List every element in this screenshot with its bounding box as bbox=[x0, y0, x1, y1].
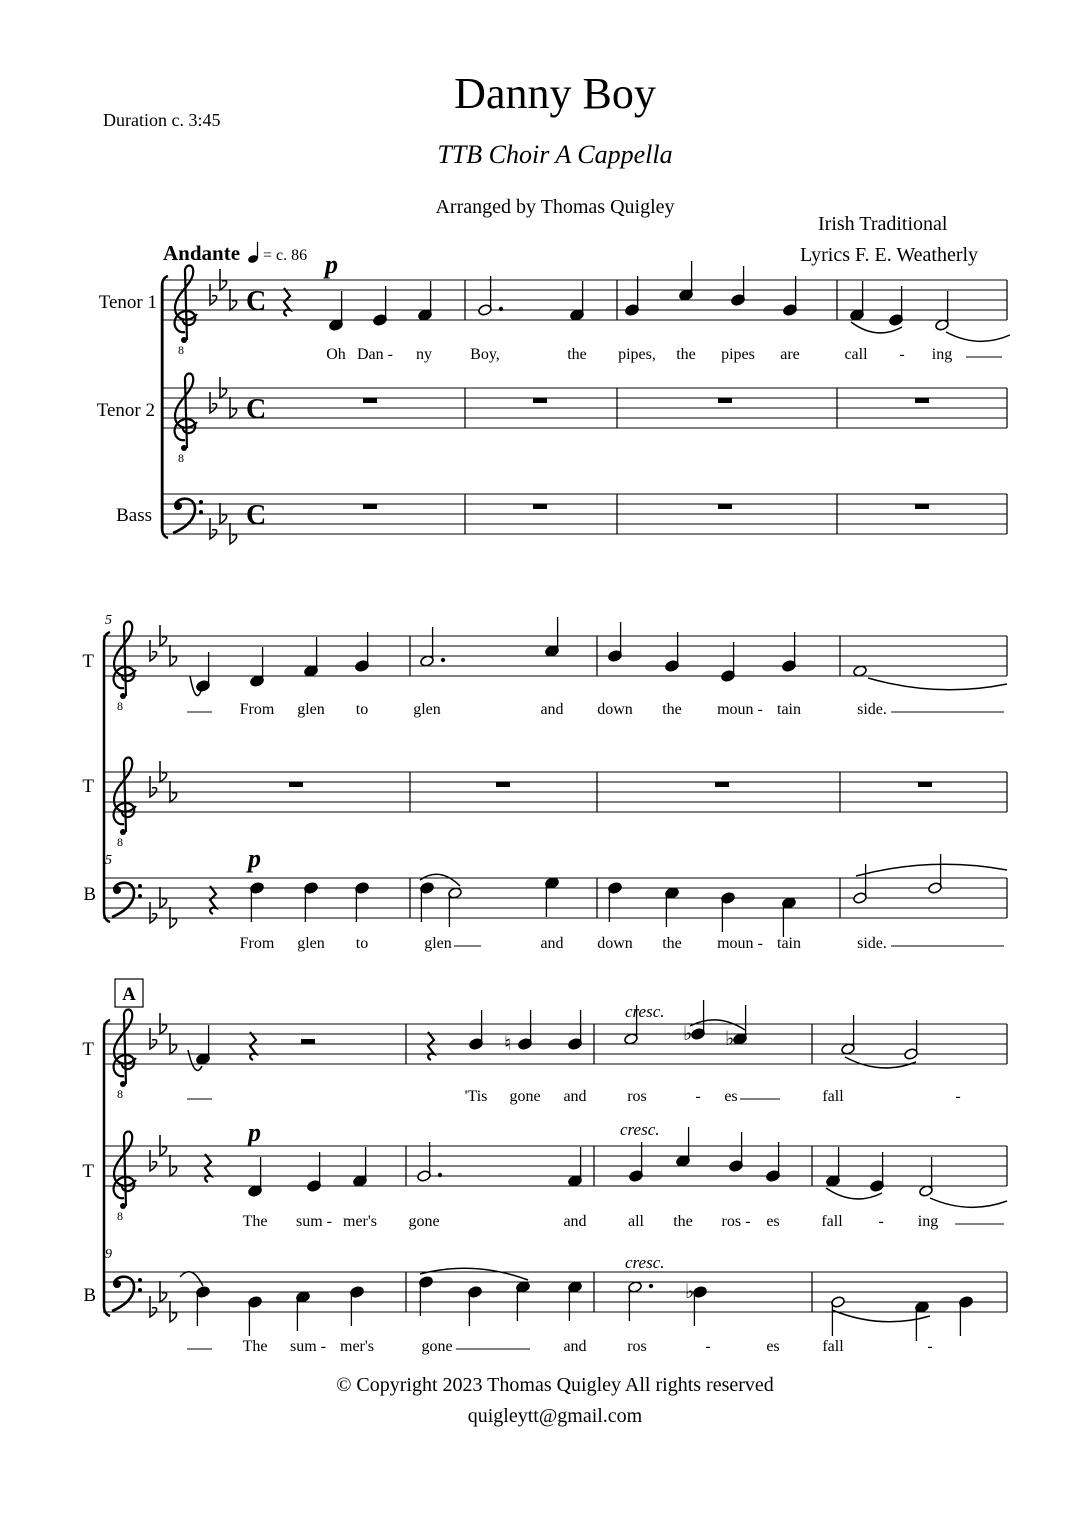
flat-icon bbox=[150, 776, 157, 797]
natural-sign-icon: ♮ bbox=[504, 1033, 512, 1055]
lyric-syllable: glen bbox=[424, 935, 452, 952]
lyric-syllable: and bbox=[540, 935, 564, 952]
lyric-syllable: down bbox=[597, 935, 633, 952]
lyric-syllable: and bbox=[563, 1338, 587, 1355]
lyric-syllable: es bbox=[766, 1338, 780, 1355]
bass-clef-icon bbox=[199, 500, 203, 504]
lyric-syllable: The bbox=[242, 1338, 268, 1355]
whole-rest-icon bbox=[496, 782, 510, 787]
lyric-syllable: tain bbox=[777, 701, 801, 718]
lyric-syllable: side. bbox=[857, 701, 887, 718]
lyric-syllable: and bbox=[563, 1213, 587, 1230]
lyric-syllable: the bbox=[662, 701, 682, 718]
dynamic-piano: p bbox=[325, 250, 338, 279]
bass-clef-icon bbox=[199, 510, 203, 514]
bass-clef-icon bbox=[138, 894, 142, 898]
lyricist-credit: Lyrics F. E. Weatherly bbox=[800, 244, 979, 266]
slur bbox=[845, 1057, 916, 1068]
treble-clef-icon bbox=[114, 1010, 136, 1085]
voice-label-short-t2: T bbox=[82, 776, 94, 797]
lyric-syllable: ros - bbox=[721, 1213, 751, 1230]
duration-label: Duration c. 3:45 bbox=[103, 110, 221, 130]
whole-rest-icon bbox=[718, 398, 732, 403]
voice-label-short-b: B bbox=[83, 1285, 96, 1306]
lyric-syllable: Oh bbox=[326, 346, 346, 363]
lyric-syllable: es bbox=[724, 1088, 738, 1105]
lyrics-line bbox=[243, 1213, 939, 1230]
rehearsal-mark-a: A bbox=[122, 984, 136, 1005]
flat-icon bbox=[150, 1296, 157, 1317]
whole-rest-icon bbox=[715, 782, 729, 787]
arranger-credit: Arranged by Thomas Quigley bbox=[435, 196, 675, 218]
lyric-syllable: gone bbox=[509, 1088, 541, 1105]
flat-icon: ♭ bbox=[685, 1281, 695, 1303]
lyric-syllable: sum - bbox=[290, 1338, 326, 1355]
lyric-syllable: fall bbox=[822, 1338, 844, 1355]
voice-label-tenor-2: Tenor 2 bbox=[96, 400, 155, 421]
augmentation-dot bbox=[499, 307, 503, 311]
lyric-syllable: the bbox=[673, 1213, 693, 1230]
lyrics-line bbox=[240, 935, 887, 952]
lyric-syllable: glen bbox=[297, 701, 325, 718]
flat-icon: ♭ bbox=[683, 1023, 693, 1045]
voice-label-short-t1: T bbox=[82, 1039, 94, 1060]
score-subtitle: TTB Choir A Cappella bbox=[437, 140, 673, 169]
lyric-syllable: ros bbox=[627, 1338, 647, 1355]
lyric-syllable: gone bbox=[408, 1213, 440, 1230]
voice-label-short-b: B bbox=[83, 884, 96, 905]
measure-number-5-bass: 5 bbox=[105, 853, 112, 868]
augmentation-dot bbox=[441, 658, 445, 662]
measure-number-5: 5 bbox=[105, 613, 112, 628]
clef-octave-marker: 8 bbox=[117, 835, 123, 849]
lyric-syllable: fall bbox=[821, 1213, 843, 1230]
treble-clef-icon bbox=[114, 758, 136, 833]
lyrics-line bbox=[240, 701, 887, 718]
whole-rest-icon bbox=[533, 398, 547, 403]
augmentation-dot bbox=[438, 1173, 442, 1177]
whole-rest-icon bbox=[918, 782, 932, 787]
voice-label-short-t1: T bbox=[82, 651, 94, 672]
clef-octave-marker: 8 bbox=[178, 451, 184, 465]
lyric-syllable: - bbox=[899, 346, 905, 363]
lyrics-line bbox=[465, 1088, 961, 1105]
lyric-syllable: - bbox=[878, 1213, 884, 1230]
score-title: Danny Boy bbox=[454, 69, 656, 118]
lyric-syllable: and bbox=[540, 701, 564, 718]
lyric-syllable: ing bbox=[917, 1213, 939, 1230]
slur bbox=[180, 1272, 203, 1286]
lyric-syllable: - bbox=[955, 1088, 961, 1105]
lyric-syllable: - bbox=[927, 1338, 933, 1355]
lyric-syllable: - bbox=[695, 1088, 701, 1105]
slur bbox=[946, 332, 1010, 341]
slur bbox=[856, 864, 1007, 876]
flat-icon bbox=[210, 392, 217, 413]
voice-label-tenor-1: Tenor 1 bbox=[98, 292, 157, 313]
lyric-syllable: pipes, bbox=[618, 346, 656, 363]
common-time-icon: C bbox=[246, 500, 267, 531]
metronome-note-icon bbox=[247, 242, 259, 264]
whole-rest-icon bbox=[363, 398, 377, 403]
bass-clef-icon bbox=[113, 886, 121, 894]
flat-icon bbox=[150, 1150, 157, 1171]
treble-clef-icon bbox=[175, 266, 197, 341]
lyric-syllable: - bbox=[705, 1338, 711, 1355]
lyric-syllable: side. bbox=[857, 935, 887, 952]
voice-label-short-t2: T bbox=[82, 1161, 94, 1182]
clef-octave-marker: 8 bbox=[117, 1209, 123, 1223]
whole-rest-icon bbox=[533, 504, 547, 509]
lyric-syllable: are bbox=[780, 346, 800, 363]
lyric-syllable: to bbox=[355, 935, 369, 952]
lyric-syllable: The bbox=[242, 1213, 268, 1230]
dynamic-cresc: cresc. bbox=[625, 1253, 665, 1272]
clef-octave-marker: 8 bbox=[178, 343, 184, 357]
flat-icon bbox=[210, 518, 217, 539]
lyric-syllable: to bbox=[355, 701, 369, 718]
clef-octave-marker: 8 bbox=[117, 699, 123, 713]
lyric-syllable: Dan - bbox=[357, 346, 393, 363]
lyric-syllable: and bbox=[563, 1088, 587, 1105]
lyric-syllable: tain bbox=[777, 935, 801, 952]
flat-icon bbox=[150, 640, 157, 661]
bass-clef-icon bbox=[138, 1278, 142, 1282]
notation-layer bbox=[103, 261, 1010, 1341]
lyric-syllable: ny bbox=[416, 346, 432, 363]
clef-octave-marker: 8 bbox=[117, 1087, 123, 1101]
metronome-value: = c. 86 bbox=[263, 247, 308, 264]
lyric-syllable: ing bbox=[931, 346, 953, 363]
voice-label-bass: Bass bbox=[116, 505, 152, 526]
slur bbox=[690, 1020, 745, 1030]
bass-clef-icon bbox=[138, 1288, 142, 1292]
lyric-syllable: glen bbox=[413, 701, 441, 718]
whole-rest-icon bbox=[915, 398, 929, 403]
lyric-syllable: all bbox=[628, 1213, 644, 1230]
treble-clef-icon bbox=[175, 374, 197, 449]
lyric-syllable: down bbox=[597, 701, 633, 718]
lyrics-line bbox=[243, 1338, 933, 1355]
quarter-rest-icon bbox=[284, 288, 290, 316]
bass-clef-icon bbox=[113, 1280, 121, 1288]
slur bbox=[420, 1268, 528, 1280]
treble-clef-icon bbox=[114, 622, 136, 697]
composer-credit: Irish Traditional bbox=[818, 213, 948, 235]
lyric-syllable: Boy, bbox=[470, 346, 500, 363]
lyric-syllable: call bbox=[844, 346, 868, 363]
augmentation-dot bbox=[649, 1284, 653, 1288]
flat-icon: ♭ bbox=[725, 1028, 735, 1050]
dynamic-piano: p bbox=[248, 844, 261, 873]
flat-icon bbox=[150, 902, 157, 923]
note-head bbox=[853, 665, 868, 678]
contact-email: quigleytt@gmail.com bbox=[467, 1405, 643, 1427]
dynamic-cresc: cresc. bbox=[620, 1120, 660, 1139]
lyrics-line bbox=[326, 346, 952, 363]
lyric-syllable: moun - bbox=[717, 935, 763, 952]
copyright-notice: © Copyright 2023 Thomas Quigley All rights reserved bbox=[336, 1374, 774, 1396]
lyric-syllable: From bbox=[239, 701, 275, 718]
treble-clef-icon bbox=[114, 1132, 136, 1207]
system-bracket bbox=[162, 276, 168, 538]
half-rest-icon bbox=[301, 1039, 315, 1044]
lyric-extenders bbox=[187, 357, 1004, 1349]
lyric-syllable: sum - bbox=[296, 1213, 332, 1230]
bass-clef-icon bbox=[174, 502, 182, 510]
lyric-syllable: fall bbox=[822, 1088, 844, 1105]
slur bbox=[868, 678, 1007, 690]
quarter-rest-icon bbox=[205, 1154, 211, 1182]
flat-icon bbox=[150, 1028, 157, 1049]
whole-rest-icon bbox=[363, 504, 377, 509]
lyric-syllable: the bbox=[662, 935, 682, 952]
dynamic-piano: p bbox=[248, 1118, 261, 1147]
whole-rest-icon bbox=[289, 782, 303, 787]
slur bbox=[930, 1198, 1007, 1207]
quarter-rest-icon bbox=[210, 886, 216, 914]
flat-icon bbox=[210, 284, 217, 305]
lyric-syllable: the bbox=[567, 346, 587, 363]
lyric-syllable: 'Tis bbox=[464, 1088, 488, 1105]
lyric-syllable: es bbox=[766, 1213, 780, 1230]
lyric-syllable: From bbox=[239, 935, 275, 952]
measure-number-9: 9 bbox=[105, 1247, 112, 1262]
bass-clef-icon bbox=[138, 884, 142, 888]
quarter-rest-icon bbox=[250, 1032, 256, 1060]
lyric-syllable: mer's bbox=[340, 1338, 374, 1355]
lyric-syllable: mer's bbox=[343, 1213, 377, 1230]
lyric-syllable: glen bbox=[297, 935, 325, 952]
whole-rest-icon bbox=[915, 504, 929, 509]
lyric-syllable: gone bbox=[421, 1338, 453, 1355]
quarter-rest-icon bbox=[428, 1032, 434, 1060]
lyric-syllable: pipes bbox=[721, 346, 755, 363]
common-time-icon: C bbox=[246, 286, 267, 317]
lyric-syllable: the bbox=[676, 346, 696, 363]
common-time-icon: C bbox=[246, 394, 267, 425]
lyric-syllable: ros bbox=[627, 1088, 647, 1105]
dynamic-cresc: cresc. bbox=[625, 1002, 665, 1021]
lyric-syllable: moun - bbox=[717, 701, 763, 718]
tempo-marking: Andante bbox=[163, 241, 241, 265]
whole-rest-icon bbox=[718, 504, 732, 509]
